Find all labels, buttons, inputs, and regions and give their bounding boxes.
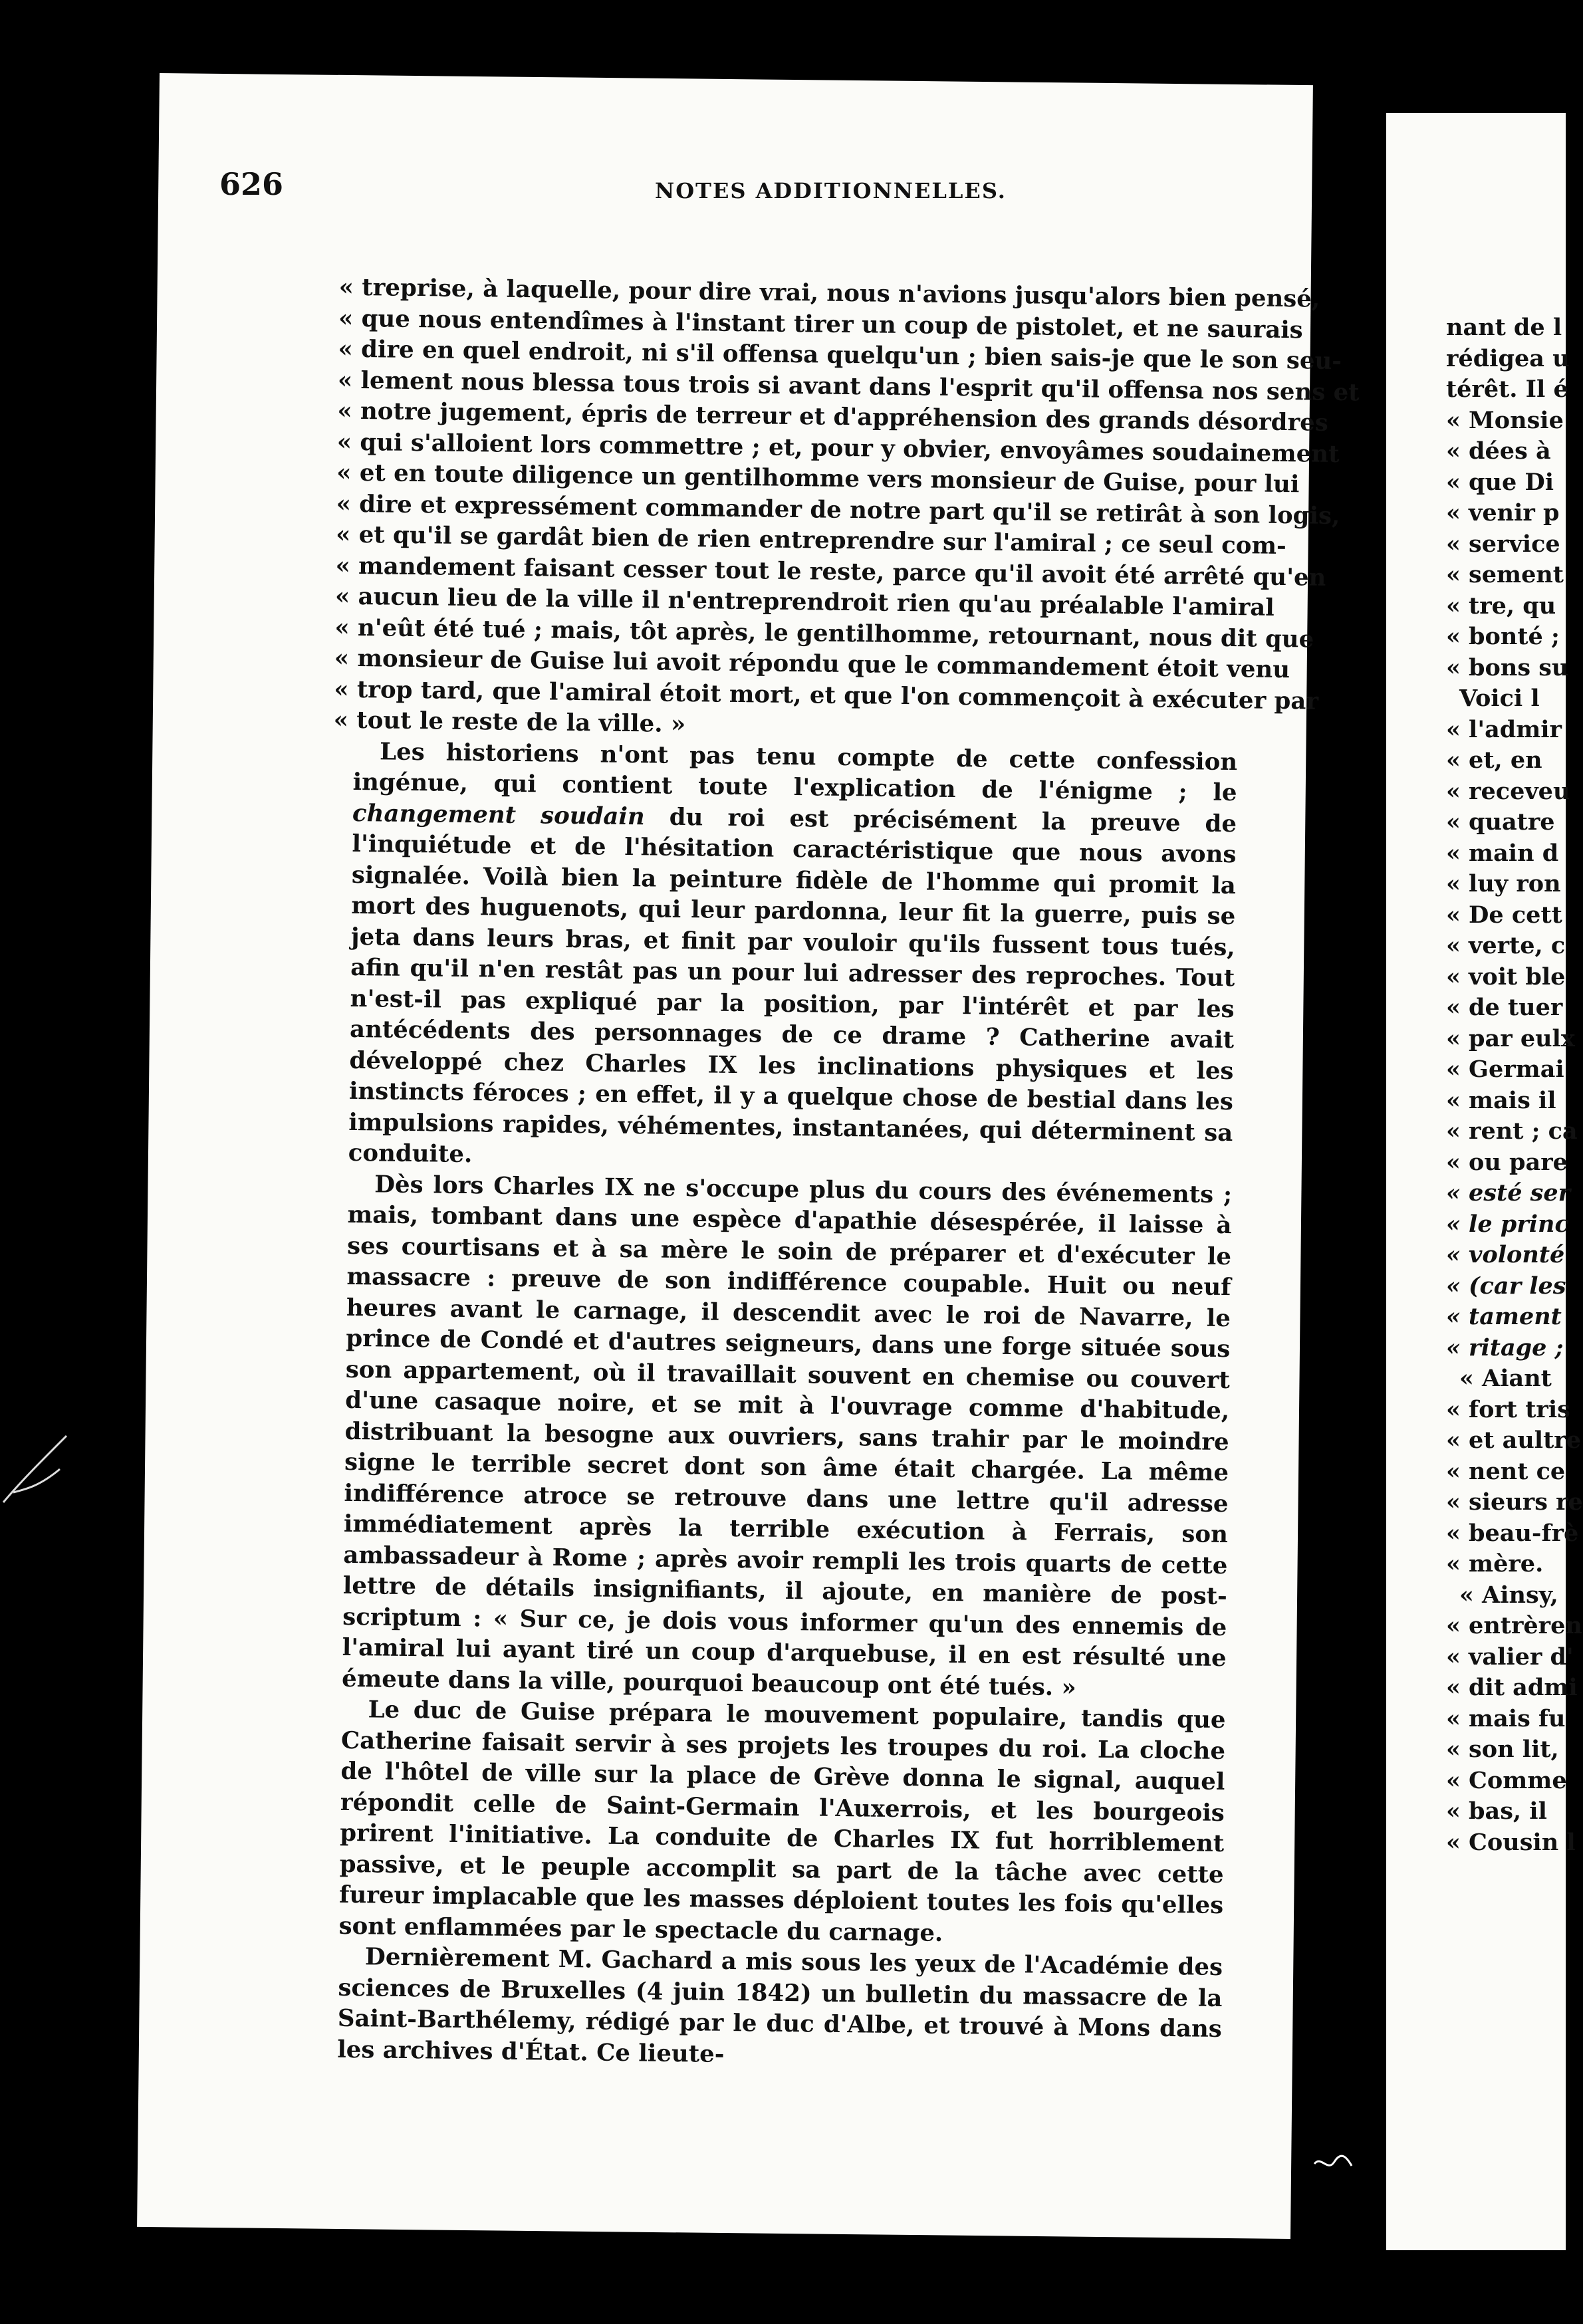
right-page-line: « Monsie — [1446, 406, 1564, 434]
right-page-line: « De cett — [1446, 901, 1562, 929]
paragraph-text: Les historiens n'ont pas tenu compte de cette confession ingénue, qui contient toute l'explication de l'énigme ; le — [352, 737, 1238, 807]
quote-line: « tout le reste de la ville. » — [333, 706, 686, 739]
right-page-line: « luy ron — [1446, 870, 1561, 897]
quote-line: « mandement faisant cesser tout le reste, parce qu'il avoit été arrêté qu'en — [335, 552, 1326, 592]
right-page-fragment — [1446, 312, 1583, 1858]
right-page-line: « dit admi — [1446, 1674, 1578, 1701]
right-page-line: « service — [1446, 530, 1560, 558]
right-page-line: « receveu — [1446, 777, 1570, 805]
right-page-line: « rent ; ca — [1446, 1117, 1578, 1145]
quote-line: « dire en quel endroit, ni s'il offensa quelqu'un ; bien sais-je que le son seu- — [338, 335, 1342, 376]
right-page-line: « Comme — [1446, 1766, 1567, 1794]
quote-line: « trop tard, que l'amiral étoit mort, et que l'on commençoit à exécuter par — [334, 675, 1319, 715]
quote-line: « treprise, à laquelle, pour dire vrai, nous n'avions jusqu'alors bien pensé, — [338, 273, 1320, 313]
quote-line: « n'eût été tué ; mais, tôt après, le gentilhomme, retournant, nous dit que — [334, 614, 1314, 653]
quote-line: « dire et expressément commander de notre part qu'il se retirât à son logis, — [336, 490, 1340, 530]
margin-scribble-mark — [0, 1429, 73, 1509]
paragraph-historiens — [348, 736, 1238, 1179]
right-page-line: « tament — [1446, 1303, 1562, 1330]
right-page-line: « beau-frè — [1446, 1519, 1579, 1547]
right-page-line: « bas, il — [1446, 1798, 1547, 1825]
right-page-line: « l'admir — [1446, 715, 1562, 743]
right-page-line: « bonté ; — [1446, 623, 1560, 650]
right-page-line: « voit ble — [1446, 963, 1566, 990]
quote-line: « qui s'alloient lors commettre ; et, pour y obvier, envoyâmes soudainement — [336, 428, 1340, 468]
quote-line: « notre jugement, épris de terreur et d'appréhension des grands désordres — [337, 397, 1329, 437]
right-page-line: « ou pare — [1446, 1148, 1568, 1176]
paragraph-text: du roi est précisément la preuve de l'inquiétude et de l'hésitation caractéristique que nous avons signalée. Voilà bien la peinture fidèle de l'homme qui promit la mort des huguenots, qui leur pardonna, leur fit la guerre, puis se jeta dans leurs bras, et finit par vouloir qu'ils fussent tous tués, afin qu'il n'en restât pas un pour lui adresser des reproches. Tout n'est-il pas expliqué par la position, par l'intérêt et par les antécédents des personnages de ce drame ? Catherine avait développé chez Charles IX les inclinations physiques et les instincts féroces ; en effet, il y a quelque chose de bestial dans les impulsions rapides, véhémentes, instantanées, qui déterminent sa conduite. — [348, 802, 1237, 1169]
right-page-line: « quatre — [1446, 808, 1555, 836]
right-page-line: « et aultre — [1446, 1427, 1581, 1454]
right-page-line: « venir p — [1446, 499, 1560, 526]
right-page-line: « sement — [1446, 561, 1564, 588]
right-page-line: « entrèren — [1446, 1612, 1582, 1639]
paragraph-charles-ix: Dès lors Charles IX ne s'occupe plus du cours des événements ; mais, tombant dans une espèce d'apathie désespérée, il laisse à ses courtisans et à sa mère le soin de préparer et d'exécuter le massacre : preuve de son indifférence coupable. Huit ou neuf heures avant le carnage, il descendit avec le roi de Navarre, le prince de Condé et d'autres seigneurs, dans une forge située sous son appartement, où il travaillait souvent en chemise ou couvert d'une casaque noire, et se mit à l'ouvrage comme d'habitude, distribuant la besogne aux ouvriers, sans trahir par le moindre signe le terrible secret dont son âme était chargée. La même indifférence atroce se retrouve dans une lettre qu'il adresse immédiatement après la terrible exécution à Ferrais, son ambassadeur à Rome ; après avoir rempli les trois quarts de cette lettre de détails insignifiants, il ajoute, en manière de post-scriptum : « Sur ce, je dois vous informer qu'un des ennemis de l'amiral lui ayant tiré un coup d'arquebuse, il en est résulté une émeute dans la ville, pourquoi beaucoup ont été tués. » — [341, 1170, 1233, 1701]
right-page-line: « par eulx — [1446, 1024, 1575, 1052]
right-page-line: « valier d' — [1446, 1643, 1574, 1671]
right-page-line: rédigea u — [1446, 344, 1570, 372]
right-page-line: « et, en — [1446, 747, 1542, 774]
gutter-scribble-mark — [1313, 2154, 1353, 2174]
running-head — [219, 166, 1257, 213]
quote-line: « monsieur de Guise lui avoit répondu que le commandement étoit venu — [334, 644, 1290, 684]
right-page-line: « dées à — [1446, 437, 1551, 465]
left-page-body — [333, 273, 1360, 2076]
right-page-line: « Germai — [1446, 1056, 1564, 1083]
right-page-line: térêt. Il é — [1446, 376, 1568, 403]
page-number: 626 — [219, 166, 284, 202]
running-head-title: NOTES ADDITIONNELLES. — [655, 178, 1007, 203]
right-page-line: « esté ser — [1446, 1179, 1571, 1207]
right-page-line: « Aiant — [1459, 1365, 1552, 1392]
quote-line: « aucun lieu de la ville il n'entreprendroit rien qu'au préalable l'amiral — [334, 582, 1275, 622]
right-page-line: « verte, c — [1446, 932, 1566, 959]
paragraph-duc-de-guise: Le duc de Guise prépara le mouvement populaire, tandis que Catherine faisait servir à ses projets les troupes du roi. La cloche de l'hôtel de ville sur la place de Grève donna le signal, auquel répondit celle de Saint-Germain l'Auxerrois, et les bourgeois prirent l'initiative. La conduite de Charles IX fut horriblement passive, et le peuple accomplit sa part de la tâche avec cette fureur implacable que les masses déploient toutes les fois qu'elles sont enflammées par le spectacle du carnage. — [338, 1696, 1226, 1947]
quoted-passage — [333, 273, 1360, 747]
quote-line: « lement nous blessa tous trois si avant dans l'esprit qu'il offensa nos sens et — [337, 366, 1360, 406]
quote-line: « et en toute diligence un gentilhomme vers monsieur de Guise, pour lui — [336, 459, 1300, 499]
right-page-line: « ritage ; — [1446, 1334, 1564, 1361]
right-page-line: Voici l — [1459, 685, 1540, 712]
right-page-line: « bons su — [1446, 653, 1569, 681]
right-page-line: « sieurs re — [1446, 1488, 1583, 1516]
right-page-line: « mais il — [1446, 1086, 1556, 1114]
right-page-line: « nent ce — [1446, 1457, 1566, 1485]
right-page-line: « (car les — [1446, 1272, 1566, 1300]
right-page-line: « Cousin l — [1446, 1828, 1576, 1856]
right-page-line: « que Di — [1446, 468, 1554, 496]
right-page-line: « tre, qu — [1446, 592, 1556, 620]
right-page-line: « main d — [1446, 839, 1559, 867]
quote-line: « et qu'il se gardât bien de rien entreprendre sur l'amiral ; ce seul com- — [335, 521, 1287, 560]
right-page-line: « mais fu — [1446, 1704, 1566, 1732]
right-page-line: « volonté — [1446, 1241, 1565, 1268]
right-page-line: « son lit, — [1446, 1736, 1559, 1763]
right-page-line: « mère. — [1446, 1550, 1544, 1577]
italic-phrase: changement soudain — [352, 799, 645, 830]
right-page-line: nant de l — [1446, 314, 1562, 341]
right-page-line: « le princ — [1446, 1210, 1569, 1238]
paragraph-gachard: Dernièrement M. Gachard a mis sous les yeux de l'Académie des sciences de Bruxelles (4 juin 1842) un bulletin du massacre de la Saint-Barthélemy, rédigé par le duc d'Albe, et trouvé à Mons dans les archives d'État. Ce lieute- — [337, 1943, 1223, 2068]
right-page-line: « Ainsy, — [1459, 1581, 1558, 1609]
right-page-line: « fort tris — [1446, 1395, 1570, 1423]
right-page-line: « de tuer — [1446, 994, 1563, 1021]
quote-line: « que nous entendîmes à l'instant tirer un coup de pistolet, et ne saurais — [338, 304, 1303, 344]
